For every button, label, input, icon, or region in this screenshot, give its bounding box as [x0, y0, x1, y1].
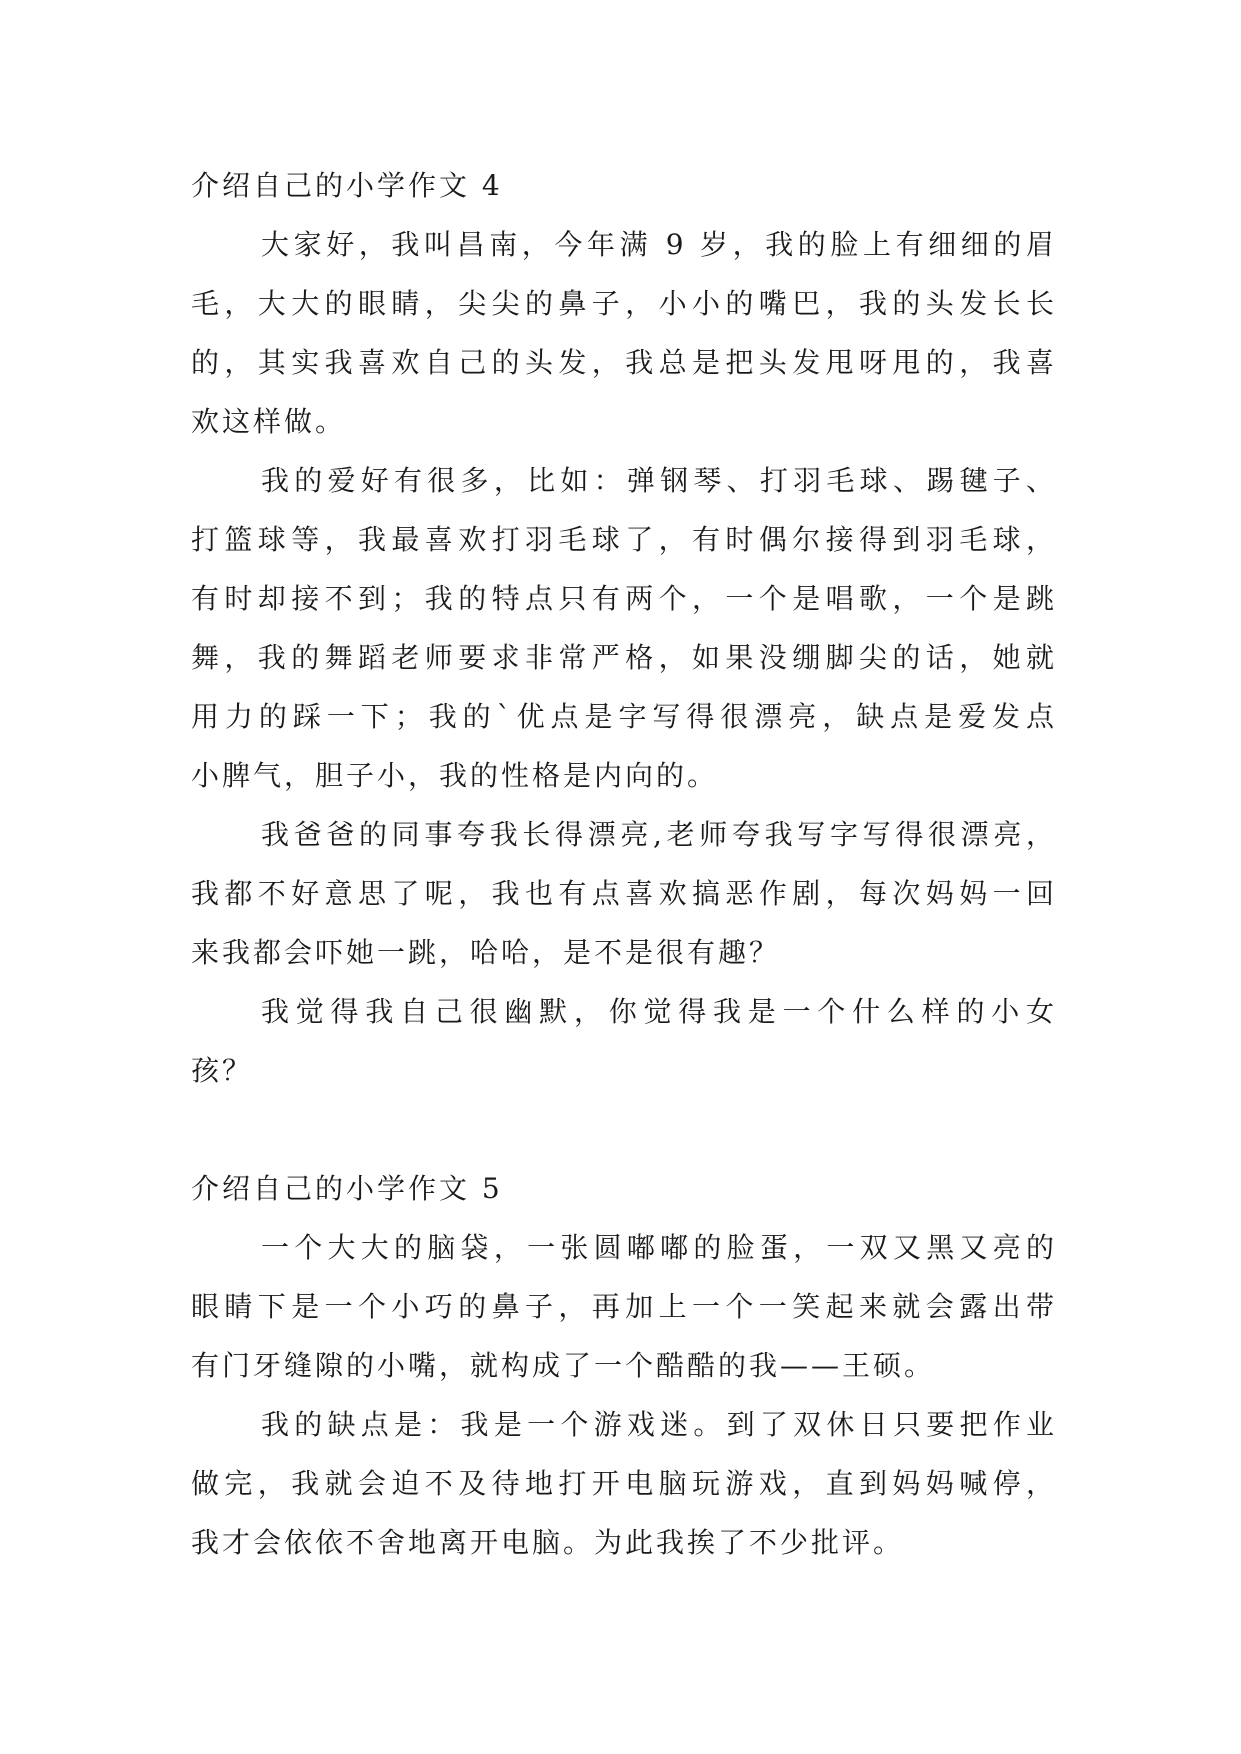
paragraph-line: 打篮球等，我最喜欢打羽毛球了，有时偶尔接得到羽毛球， [191, 523, 1057, 556]
paragraph [191, 451, 1057, 805]
paragraph-line: 有时却接不到；我的特点只有两个，一个是唱歌，一个是跳 [191, 582, 1057, 615]
paragraph-line: 大家好，我叫昌南，今年满 9 岁，我的脸上有细细的眉 [261, 228, 1057, 261]
section-title: 介绍自己的小学作文 5 [191, 1172, 503, 1205]
paragraph-line: 我都不好意思了呢，我也有点喜欢搞恶作剧，每次妈妈一回 [191, 877, 1057, 910]
paragraph-line: 欢这样做。 [191, 405, 347, 438]
section-title: 介绍自己的小学作文 4 [191, 169, 503, 202]
paragraph-line: 眼睛下是一个小巧的鼻子，再加上一个一笑起来就会露出带 [191, 1290, 1057, 1323]
paragraph-line: 小脾气，胆子小，我的性格是内向的。 [191, 759, 719, 792]
paragraph [191, 805, 1057, 982]
paragraph-line: 我的缺点是：我是一个游戏迷。到了双休日只要把作业 [261, 1408, 1057, 1441]
paragraph-line: 一个大大的脑袋，一张圆嘟嘟的脸蛋，一双又黑又亮的 [261, 1231, 1057, 1264]
paragraph [191, 982, 1057, 1100]
paragraph-line: 我爸爸的同事夸我长得漂亮,老师夸我写字写得很漂亮， [261, 818, 1057, 851]
paragraph-line: 用力的踩一下；我的`优点是字写得很漂亮，缺点是爱发点 [191, 700, 1057, 733]
paragraph-line: 来我都会吓她一跳，哈哈，是不是很有趣？ [191, 936, 781, 969]
paragraph [191, 1218, 1057, 1395]
paragraph-line: 的，其实我喜欢自己的头发，我总是把头发甩呀甩的，我喜 [191, 346, 1057, 379]
blank-line [191, 1100, 1057, 1159]
paragraph-line: 我觉得我自己很幽默，你觉得我是一个什么样的小女 [261, 995, 1057, 1028]
paragraph-line: 孩？ [191, 1054, 254, 1087]
paragraph-line: 舞，我的舞蹈老师要求非常严格，如果没绷脚尖的话，她就 [191, 641, 1057, 674]
paragraph-line: 做完，我就会迫不及待地打开电脑玩游戏，直到妈妈喊停， [191, 1467, 1057, 1500]
paragraph-line: 毛，大大的眼睛，尖尖的鼻子，小小的嘴巴，我的头发长长 [191, 287, 1057, 320]
paragraph-line: 我才会依依不舍地离开电脑。为此我挨了不少批评。 [191, 1526, 905, 1559]
paragraph [191, 1395, 1057, 1572]
paragraph-line: 有门牙缝隙的小嘴，就构成了一个酷酷的我——王硕。 [191, 1349, 936, 1382]
paragraph-line: 我的爱好有很多，比如：弹钢琴、打羽毛球、踢毽子、 [261, 464, 1057, 497]
document-content [191, 156, 1057, 1572]
paragraph [191, 215, 1057, 451]
